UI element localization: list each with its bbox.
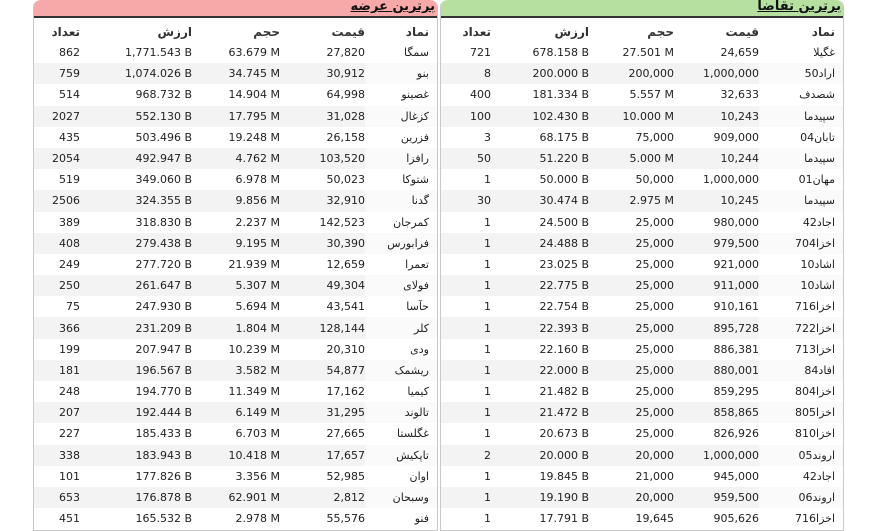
cell-price: 17,657 xyxy=(280,445,365,466)
cell-count: 181 xyxy=(34,360,80,381)
table-row[interactable] xyxy=(34,381,437,402)
cell-value: 503.496 B xyxy=(135,130,192,144)
cell-count: 227 xyxy=(59,427,80,441)
cell-count: 653 xyxy=(34,487,80,508)
table-row[interactable] xyxy=(441,423,843,444)
cell-count: 1 xyxy=(441,402,491,423)
cell-count: 249 xyxy=(59,257,80,271)
cell-volume: 75,000 xyxy=(635,130,674,144)
table-row[interactable] xyxy=(34,190,437,211)
cell-volume: 19,645 xyxy=(635,512,674,526)
cell-symbol[interactable]: کیمیا xyxy=(407,385,429,399)
column-header-symbol[interactable]: نماد xyxy=(405,25,429,39)
cell-value: 968.732 B xyxy=(135,88,192,102)
table-row[interactable] xyxy=(441,42,843,63)
cell-count: 75 xyxy=(66,300,80,314)
cell-count: 1 xyxy=(441,233,491,254)
top-demand-table xyxy=(441,22,843,529)
cell-symbol[interactable]: شتوکا xyxy=(402,173,429,187)
cell-value: 261.647 B xyxy=(80,275,192,296)
cell-volume: 10.418 M xyxy=(192,445,280,466)
table-row[interactable] xyxy=(34,63,437,84)
table-row[interactable] xyxy=(441,339,843,360)
cell-price: 10,245 xyxy=(674,190,759,211)
table-row[interactable] xyxy=(441,233,843,254)
top-supply-title: برترین عرضه xyxy=(350,0,435,14)
cell-value: 17.791 B xyxy=(539,512,589,526)
cell-symbol[interactable]: اخزا713 xyxy=(795,342,835,356)
column-header-volume[interactable]: حجم xyxy=(253,25,280,39)
table-row[interactable] xyxy=(441,212,843,233)
cell-price: 27,820 xyxy=(326,46,365,60)
cell-value: 51.220 B xyxy=(491,148,589,169)
cell-volume: 19.248 M xyxy=(228,130,280,144)
cell-value: 22.775 B xyxy=(491,275,589,296)
table-row[interactable] xyxy=(34,402,437,423)
table-row[interactable] xyxy=(441,381,843,402)
cell-volume: 14.904 M xyxy=(228,88,280,102)
table-row[interactable] xyxy=(34,487,437,508)
cell-value: 22.393 B xyxy=(491,317,589,338)
cell-price: 980,000 xyxy=(713,215,759,229)
cell-price: 10,243 xyxy=(674,106,759,127)
cell-symbol[interactable]: کمرجان xyxy=(393,215,429,229)
cell-symbol[interactable]: مهان01 xyxy=(798,173,835,187)
cell-count: 199 xyxy=(59,342,80,356)
top-supply-rows xyxy=(34,42,437,529)
cell-volume: 25,000 xyxy=(635,257,674,271)
cell-symbol[interactable]: تالوند xyxy=(365,402,437,423)
cell-price: 103,520 xyxy=(280,148,365,169)
cell-value: 349.060 B xyxy=(135,173,192,187)
cell-volume: 50,000 xyxy=(635,173,674,187)
cell-symbol[interactable]: اروند05 xyxy=(759,445,843,466)
cell-count: 1 xyxy=(441,360,491,381)
table-header-row xyxy=(441,22,843,42)
cell-volume: 4.762 M xyxy=(192,148,280,169)
cell-symbol[interactable]: تابان04 xyxy=(800,130,835,144)
cell-symbol[interactable]: افاد84 xyxy=(759,360,843,381)
cell-value: 19.845 B xyxy=(539,469,589,483)
cell-volume: 200,000 xyxy=(589,63,674,84)
cell-volume: 2.237 M xyxy=(235,215,280,229)
cell-price: 1,000,000 xyxy=(703,173,759,187)
cell-price: 30,912 xyxy=(280,63,365,84)
cell-count: 1 xyxy=(484,512,491,526)
cell-volume: 5.557 M xyxy=(629,88,674,102)
cell-symbol[interactable]: سپیدما xyxy=(759,190,843,211)
cell-value: 23.025 B xyxy=(539,257,589,271)
cell-price: 64,998 xyxy=(326,88,365,102)
cell-value: 19.190 B xyxy=(491,487,589,508)
cell-count: 435 xyxy=(59,130,80,144)
cell-value: 183.943 B xyxy=(80,445,192,466)
cell-value: 1,074.026 B xyxy=(80,63,192,84)
cell-value: 50.000 B xyxy=(539,173,589,187)
table-row[interactable] xyxy=(441,254,843,275)
table-row[interactable] xyxy=(34,423,437,444)
cell-symbol[interactable]: فنو xyxy=(414,512,429,526)
cell-price: 10,244 xyxy=(674,148,759,169)
cell-count: 2054 xyxy=(34,148,80,169)
cell-price: 128,144 xyxy=(280,317,365,338)
cell-price: 1,000,000 xyxy=(674,445,759,466)
cell-count: 721 xyxy=(470,46,491,60)
cell-symbol[interactable]: وسبحان xyxy=(365,487,437,508)
cell-value: 102.430 B xyxy=(491,106,589,127)
cell-symbol[interactable]: اراد50 xyxy=(759,63,843,84)
cell-volume: 25,000 xyxy=(635,300,674,314)
cell-volume: 1.804 M xyxy=(192,317,280,338)
top-demand-rows xyxy=(441,42,843,529)
cell-symbol[interactable]: تعمرا xyxy=(405,257,429,271)
cell-symbol[interactable]: اخزا810 xyxy=(795,427,835,441)
cell-price: 910,161 xyxy=(713,300,759,314)
cell-volume: 25,000 xyxy=(589,233,674,254)
column-header-count[interactable]: تعداد xyxy=(51,25,80,39)
table-row[interactable] xyxy=(34,466,437,487)
cell-symbol[interactable]: سپیدما xyxy=(759,106,843,127)
cell-volume: 9.195 M xyxy=(192,233,280,254)
table-row[interactable] xyxy=(441,487,843,508)
cell-price: 895,728 xyxy=(674,317,759,338)
column-header-price[interactable]: قیمت xyxy=(331,25,365,39)
cell-value: 24.500 B xyxy=(539,215,589,229)
cell-volume: 27.501 M xyxy=(622,46,674,60)
top-demand-header xyxy=(441,0,843,18)
cell-volume: 25,000 xyxy=(589,317,674,338)
cell-count: 50 xyxy=(441,148,491,169)
cell-value: 1,771.543 B xyxy=(124,46,192,60)
cell-price: 31,295 xyxy=(280,402,365,423)
cell-price: 2,812 xyxy=(280,487,365,508)
cell-symbol[interactable]: گدنا xyxy=(365,190,437,211)
table-row[interactable] xyxy=(34,106,437,127)
cell-volume: 2.978 M xyxy=(235,512,280,526)
cell-value: 318.830 B xyxy=(135,215,192,229)
table-row[interactable] xyxy=(441,402,843,423)
cell-symbol[interactable]: اشاد10 xyxy=(800,257,835,271)
cell-price: 911,000 xyxy=(674,275,759,296)
cell-value: 24.488 B xyxy=(491,233,589,254)
cell-symbol[interactable]: اخزا722 xyxy=(759,317,843,338)
cell-price: 979,500 xyxy=(674,233,759,254)
cell-count: 408 xyxy=(34,233,80,254)
table-row[interactable] xyxy=(34,169,437,190)
cell-price: 905,626 xyxy=(713,512,759,526)
table-row[interactable] xyxy=(441,360,843,381)
cell-price: 55,576 xyxy=(326,512,365,526)
cell-symbol[interactable]: اشاد10 xyxy=(759,275,843,296)
cell-price: 20,310 xyxy=(326,342,365,356)
cell-volume: 62.901 M xyxy=(192,487,280,508)
table-row[interactable] xyxy=(441,466,843,487)
cell-symbol[interactable]: غصینو xyxy=(401,88,429,102)
cell-symbol[interactable]: حآسا xyxy=(406,300,429,314)
cell-value: 176.878 B xyxy=(80,487,192,508)
cell-count: 1 xyxy=(484,427,491,441)
top-supply-panel xyxy=(33,0,438,531)
table-row[interactable] xyxy=(34,148,437,169)
cell-volume: 63.679 M xyxy=(228,46,280,60)
cell-count: 1 xyxy=(441,487,491,508)
cell-price: 24,659 xyxy=(720,46,759,60)
cell-symbol[interactable]: فولای xyxy=(365,275,437,296)
column-header-value[interactable]: ارزش xyxy=(554,25,589,39)
table-row[interactable] xyxy=(441,127,843,148)
table-row[interactable] xyxy=(34,339,437,360)
cell-symbol[interactable]: اروند06 xyxy=(759,487,843,508)
cell-value: 68.175 B xyxy=(539,130,589,144)
cell-count: 1 xyxy=(484,257,491,271)
cell-value: 20.000 B xyxy=(491,445,589,466)
cell-symbol[interactable]: اجاد42 xyxy=(802,469,835,483)
cell-count: 1 xyxy=(484,300,491,314)
cell-count: 30 xyxy=(441,190,491,211)
cell-volume: 25,000 xyxy=(635,342,674,356)
cell-volume: 34.745 M xyxy=(192,63,280,84)
cell-count: 8 xyxy=(441,63,491,84)
cell-count: 101 xyxy=(59,469,80,483)
cell-count: 2 xyxy=(441,445,491,466)
cell-symbol[interactable]: بنو xyxy=(365,63,437,84)
cell-value: 194.770 B xyxy=(135,385,192,399)
cell-symbol[interactable]: کزغال xyxy=(365,106,437,127)
table-row[interactable] xyxy=(34,127,437,148)
cell-value: 324.355 B xyxy=(80,190,192,211)
cell-value: 552.130 B xyxy=(80,106,192,127)
cell-symbol[interactable]: کلر xyxy=(365,317,437,338)
cell-value: 22.160 B xyxy=(539,342,589,356)
cell-symbol[interactable]: غگیلا xyxy=(813,46,835,60)
cell-symbol[interactable]: اوان xyxy=(409,469,429,483)
cell-value: 185.433 B xyxy=(135,427,192,441)
cell-price: 43,541 xyxy=(326,300,365,314)
cell-symbol[interactable]: غگلستا xyxy=(397,427,429,441)
cell-value: 207.947 B xyxy=(135,342,192,356)
cell-price: 27,665 xyxy=(326,427,365,441)
cell-value: 30.474 B xyxy=(491,190,589,211)
table-row[interactable] xyxy=(34,508,437,529)
cell-count: 451 xyxy=(59,512,80,526)
cell-symbol[interactable]: رافزا xyxy=(365,148,437,169)
cell-price: 886,381 xyxy=(713,342,759,356)
table-row[interactable] xyxy=(34,296,437,317)
cell-count: 338 xyxy=(34,445,80,466)
cell-volume: 5.694 M xyxy=(235,300,280,314)
top-demand-panel xyxy=(440,0,844,531)
cell-value: 21.482 B xyxy=(539,385,589,399)
cell-count: 2027 xyxy=(34,106,80,127)
cell-volume: 6.703 M xyxy=(235,427,280,441)
table-row[interactable] xyxy=(441,84,843,105)
table-row[interactable] xyxy=(441,296,843,317)
cell-value: 192.444 B xyxy=(80,402,192,423)
cell-price: 50,023 xyxy=(326,173,365,187)
cell-price: 858,865 xyxy=(674,402,759,423)
table-row[interactable] xyxy=(34,233,437,254)
cell-symbol[interactable]: ودی xyxy=(410,342,429,356)
cell-count: 1 xyxy=(484,342,491,356)
cell-price: 31,028 xyxy=(280,106,365,127)
cell-volume: 3.356 M xyxy=(235,469,280,483)
cell-volume: 21.939 M xyxy=(228,257,280,271)
cell-value: 20.673 B xyxy=(539,427,589,441)
cell-symbol[interactable]: اخزا804 xyxy=(795,385,835,399)
cell-count: 514 xyxy=(59,88,80,102)
cell-volume: 20,000 xyxy=(589,445,674,466)
cell-count: 366 xyxy=(34,317,80,338)
cell-price: 921,000 xyxy=(713,257,759,271)
cell-volume: 25,000 xyxy=(589,275,674,296)
cell-value: 181.334 B xyxy=(532,88,589,102)
table-row[interactable] xyxy=(34,254,437,275)
cell-volume: 5.307 M xyxy=(192,275,280,296)
table-header-row xyxy=(34,22,437,42)
cell-count: 1 xyxy=(484,469,491,483)
cell-price: 32,910 xyxy=(280,190,365,211)
cell-value: 165.532 B xyxy=(135,512,192,526)
cell-price: 12,659 xyxy=(326,257,365,271)
table-row[interactable] xyxy=(34,317,437,338)
cell-price: 945,000 xyxy=(713,469,759,483)
column-header-value[interactable]: ارزش xyxy=(157,25,192,39)
cell-count: 100 xyxy=(441,106,491,127)
cell-price: 30,390 xyxy=(280,233,365,254)
cell-volume: 10.000 M xyxy=(589,106,674,127)
cell-volume: 6.149 M xyxy=(192,402,280,423)
cell-value: 231.209 B xyxy=(80,317,192,338)
cell-price: 1,000,000 xyxy=(674,63,759,84)
cell-volume: 20,000 xyxy=(589,487,674,508)
cell-count: 250 xyxy=(34,275,80,296)
cell-volume: 10.239 M xyxy=(228,342,280,356)
cell-symbol[interactable]: فزرین xyxy=(400,130,429,144)
cell-price: 32,633 xyxy=(720,88,759,102)
cell-value: 492.947 B xyxy=(80,148,192,169)
cell-price: 959,500 xyxy=(674,487,759,508)
top-demand-title: برترین تقاضا xyxy=(757,0,841,14)
cell-symbol[interactable]: ریشمک xyxy=(365,360,437,381)
cell-value: 200.000 B xyxy=(491,63,589,84)
cell-volume: 25,000 xyxy=(635,385,674,399)
cell-symbol[interactable]: اخزا716 xyxy=(795,512,835,526)
top-supply-table xyxy=(34,22,437,529)
cell-price: 49,304 xyxy=(280,275,365,296)
cell-price: 880,001 xyxy=(674,360,759,381)
cell-count: 1 xyxy=(441,317,491,338)
cell-symbol[interactable]: فرابورس xyxy=(365,233,437,254)
cell-count: 1 xyxy=(484,385,491,399)
cell-count: 1 xyxy=(484,173,491,187)
cell-value: 22.000 B xyxy=(491,360,589,381)
cell-price: 54,877 xyxy=(280,360,365,381)
cell-price: 26,158 xyxy=(326,130,365,144)
table-row[interactable] xyxy=(34,445,437,466)
table-row[interactable] xyxy=(34,84,437,105)
cell-volume: 25,000 xyxy=(589,360,674,381)
cell-price: 142,523 xyxy=(319,215,365,229)
cell-count: 759 xyxy=(34,63,80,84)
cell-volume: 25,000 xyxy=(635,215,674,229)
column-header-price[interactable]: قیمت xyxy=(725,25,759,39)
cell-count: 248 xyxy=(59,385,80,399)
cell-price: 17,162 xyxy=(326,385,365,399)
cell-symbol[interactable]: اخزا716 xyxy=(795,300,835,314)
cell-volume: 25,000 xyxy=(635,427,674,441)
cell-volume: 11.349 M xyxy=(228,385,280,399)
cell-symbol[interactable]: تاپکیش xyxy=(365,445,437,466)
cell-value: 196.567 B xyxy=(80,360,192,381)
cell-symbol[interactable]: شصدف xyxy=(799,88,835,102)
cell-volume: 25,000 xyxy=(589,402,674,423)
table-row[interactable] xyxy=(441,63,843,84)
cell-volume: 3.582 M xyxy=(192,360,280,381)
table-row[interactable] xyxy=(34,360,437,381)
cell-count: 3 xyxy=(484,130,491,144)
cell-price: 826,926 xyxy=(713,427,759,441)
cell-volume: 17.795 M xyxy=(192,106,280,127)
cell-count: 400 xyxy=(470,88,491,102)
cell-value: 177.826 B xyxy=(135,469,192,483)
cell-volume: 9.856 M xyxy=(192,190,280,211)
cell-symbol[interactable]: اخزا805 xyxy=(759,402,843,423)
cell-value: 279.438 B xyxy=(80,233,192,254)
column-header-symbol[interactable]: نماد xyxy=(811,25,835,39)
cell-count: 862 xyxy=(59,46,80,60)
table-row[interactable] xyxy=(441,508,843,529)
cell-price: 52,985 xyxy=(326,469,365,483)
cell-count: 1 xyxy=(441,275,491,296)
cell-symbol[interactable]: سمگا xyxy=(403,46,429,60)
top-supply-header xyxy=(34,0,437,18)
cell-value: 678.158 B xyxy=(532,46,589,60)
table-row[interactable] xyxy=(441,445,843,466)
table-row[interactable] xyxy=(441,148,843,169)
table-row[interactable] xyxy=(34,212,437,233)
cell-price: 859,295 xyxy=(713,385,759,399)
table-row[interactable] xyxy=(441,106,843,127)
cell-volume: 5.000 M xyxy=(589,148,674,169)
column-header-count[interactable]: تعداد xyxy=(462,25,491,39)
cell-volume: 21,000 xyxy=(635,469,674,483)
cell-symbol[interactable]: سپیدما xyxy=(759,148,843,169)
table-row[interactable] xyxy=(441,275,843,296)
cell-value: 247.930 B xyxy=(135,300,192,314)
table-row[interactable] xyxy=(34,42,437,63)
table-row[interactable] xyxy=(441,190,843,211)
cell-count: 519 xyxy=(59,173,80,187)
table-row[interactable] xyxy=(441,169,843,190)
table-row[interactable] xyxy=(441,317,843,338)
cell-volume: 6.978 M xyxy=(235,173,280,187)
cell-value: 22.754 B xyxy=(539,300,589,314)
cell-count: 389 xyxy=(59,215,80,229)
cell-value: 21.472 B xyxy=(491,402,589,423)
cell-count: 207 xyxy=(34,402,80,423)
cell-value: 277.720 B xyxy=(135,257,192,271)
cell-volume: 2.975 M xyxy=(589,190,674,211)
cell-symbol[interactable]: اخزا704 xyxy=(759,233,843,254)
column-header-volume[interactable]: حجم xyxy=(647,25,674,39)
cell-symbol[interactable]: اجاد42 xyxy=(802,215,835,229)
cell-price: 909,000 xyxy=(713,130,759,144)
table-row[interactable] xyxy=(34,275,437,296)
cell-count: 2506 xyxy=(34,190,80,211)
cell-count: 1 xyxy=(484,215,491,229)
